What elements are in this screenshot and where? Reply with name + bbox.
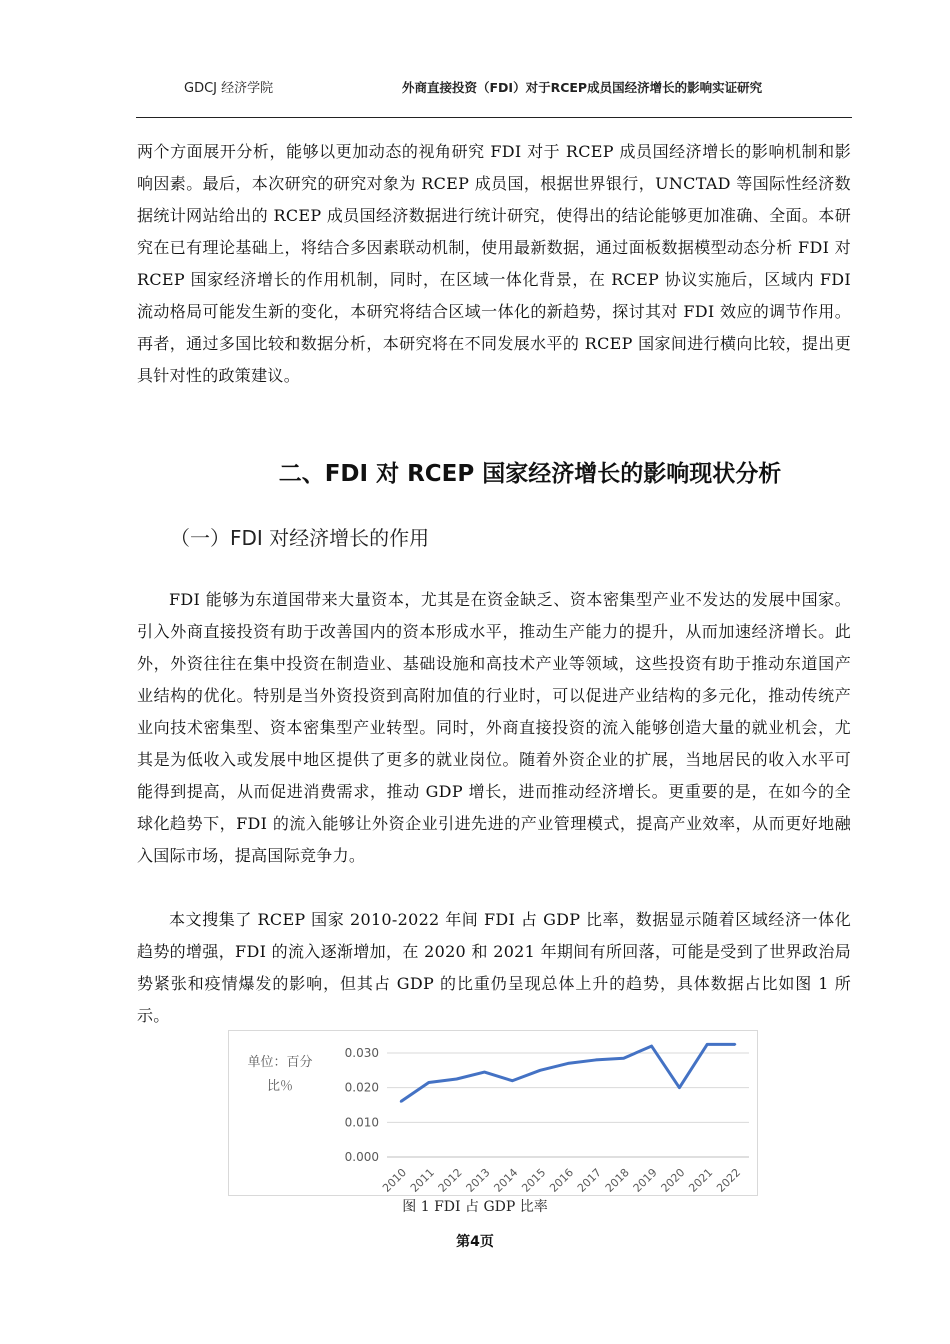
- figure-caption: 图 1 FDI 占 GDP 比率: [402, 1199, 548, 1215]
- subsection-title: （一）FDI 对经济增长的作用: [170, 526, 430, 550]
- intro-paragraph: 两个方面展开分析，能够以更加动态的视角研究 FDI 对于 RCEP 成员国经济增长的影响机制和影响因素。最后，本次研究的研究对象为 RCEP 成员国，根据世界银行，UNCTAD 等国际性经济数据统计网站给出的 RCEP 成员国经济数据进行统计研究，使得出的结论能够更加准确、全面。本研究在已有理论基础上，将结合多因素联动机制，使用最新数据，通过面板数据模型动态分析 FDI 对 RCEP 国家经济增长的作用机制，同时，在区域一体化背景，在 RCEP 协议实施后，区域内 FDI 流动格局可能发生新的变化，本研究将结合区域一体化的新趋势，探讨其对 FDI 效应的调节作用。再者，通过多国比较和数据分析，本研究将在不同发展水平的 RCEP 国家间进行横向比较，提出更具针对性的政策建议。: [137, 142, 851, 385]
- header-divider: [136, 117, 852, 118]
- x-tick-label: 2011: [407, 1165, 437, 1195]
- data-point: [483, 1071, 485, 1073]
- header-paper-title: 外商直接投资（FDI）对于RCEP成员国经济增长的影响实证研究: [402, 80, 763, 95]
- data-point: [455, 1078, 457, 1080]
- data-point: [678, 1086, 680, 1088]
- x-tick-label: 2021: [686, 1165, 716, 1195]
- y-tick-label: 0.030: [344, 1046, 379, 1060]
- data-point: [567, 1062, 569, 1064]
- chart-unit-label: [237, 1051, 323, 1099]
- body-paragraph-1: FDI 能够为东道国带来大量资本，尤其是在资金缺乏、资本密集型产业不发达的发展中国家。引入外商直接投资有助于改善国内的资本形成水平，推动生产能力的提升，从而加速经济增长。此外，外资往往在集中投资在制造业、基础设施和高技术产业等领域，这些投资有助于推动东道国产业结构的优化。特别是当外资投资到高附加值的行业时，可以促进产业结构的多元化，推动传统产业向技术密集型、资本密集型产业转型。同时，外商直接投资的流入能够创造大量的就业机会，尤其是为低收入或发展中地区提供了更多的就业岗位。随着外资企业的扩展，当地居民的收入水平可能得到提高，从而促进消费需求，推动 GDP 增长，进而推动经济增长。更重要的是，在如今的全球化趋势下，FDI 的流入能够让外资企业引进先进的产业管理模式，提高产业效率，从而更好地融入国际市场，提高国际竞争力。: [137, 590, 851, 865]
- chart-unit-line-2: 比％: [266, 1079, 293, 1094]
- data-point: [734, 1043, 736, 1045]
- data-point: [539, 1069, 541, 1071]
- x-tick-label: 2019: [630, 1165, 660, 1195]
- page-number: 第4页: [456, 1234, 494, 1250]
- x-tick-label: 2018: [602, 1165, 632, 1195]
- x-tick-label: 2013: [463, 1165, 493, 1195]
- x-tick-label: 2016: [547, 1165, 577, 1195]
- header-institution: GDCJ 经济学院: [184, 81, 274, 96]
- body-paragraph-2: 本文搜集了 RCEP 国家 2010-2022 年间 FDI 占 GDP 比率，数据显示随着区域经济一体化趋势的增强，FDI 的流入逐渐增加，在 2020 和 2021 年期间有所回落，可能是受到了世界政治局势紧张和疫情爆发的影响，但其占 GDP 的比重仍呈现总体上升的趋势，具体数据占比如图 1 所示。: [137, 910, 851, 1025]
- x-tick-label: 2020: [658, 1165, 688, 1195]
- data-point: [650, 1045, 652, 1047]
- data-point: [400, 1100, 402, 1102]
- x-tick-label: 2022: [714, 1165, 744, 1195]
- y-tick-label: 0.020: [344, 1080, 379, 1095]
- x-tick-label: 2015: [519, 1165, 549, 1195]
- x-tick-label: 2017: [574, 1165, 604, 1195]
- chart-unit-line-1: 单位：百分: [247, 1055, 313, 1070]
- fdi-gdp-chart: [228, 1030, 758, 1196]
- section-title: 二、FDI 对 RCEP 国家经济增长的影响现状分析: [278, 461, 782, 487]
- x-tick-label: 2012: [435, 1165, 465, 1195]
- data-point: [428, 1081, 430, 1083]
- data-point: [511, 1080, 513, 1082]
- data-point: [622, 1057, 624, 1059]
- y-tick-label: 0.010: [344, 1115, 379, 1130]
- x-tick-label: 2010: [380, 1165, 410, 1195]
- data-point: [706, 1043, 708, 1045]
- data-point: [595, 1059, 597, 1061]
- x-tick-label: 2014: [491, 1165, 521, 1195]
- y-tick-label: 0.000: [344, 1150, 379, 1164]
